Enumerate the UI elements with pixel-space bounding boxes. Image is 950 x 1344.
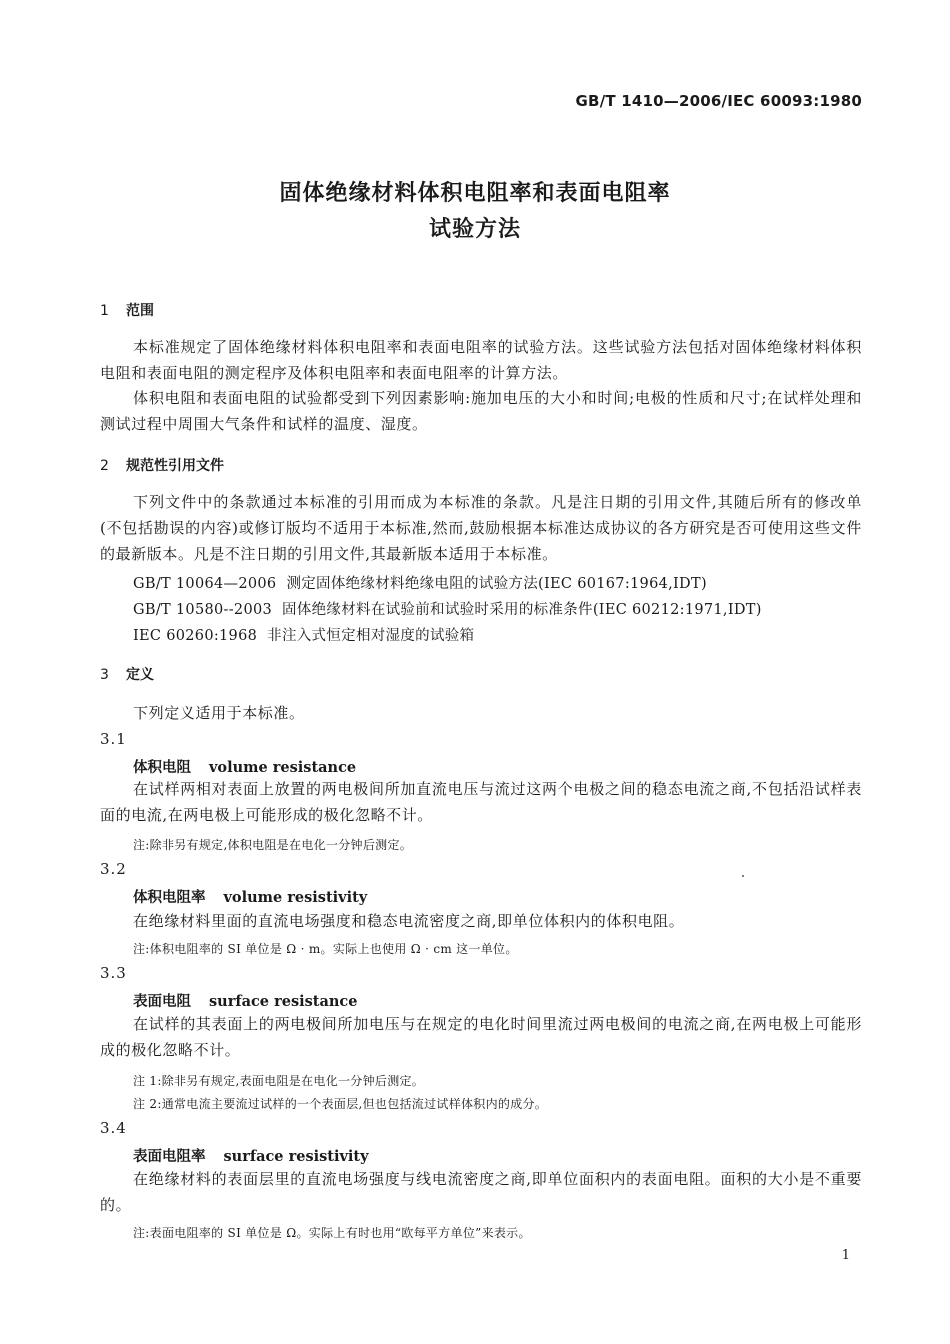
reference-code: GB/T 10064—2006 — [133, 576, 277, 592]
definition-note: 注:表面电阻率的 SI 单位是 Ω。实际上有时也用“欧每平方单位”来表示。 — [133, 1226, 531, 1240]
definition-text: 在绝缘材料里面的直流电场强度和稳态电流密度之商,即单位体积内的体积电阻。 — [133, 912, 685, 930]
section-1-heading — [100, 300, 154, 320]
section-2-heading — [100, 455, 224, 475]
definition-term — [133, 1145, 369, 1166]
document-title-line1: 固体绝缘材料体积电阻率和表面电阻率 — [279, 181, 671, 206]
term-chinese: 体积电阻率 — [133, 890, 206, 906]
reference-title: 非注入式恒定相对湿度的试验箱 — [267, 628, 475, 644]
standard-code: GB/T 1410—2006/IEC 60093:1980 — [575, 92, 862, 110]
section-number: 3 — [100, 667, 109, 683]
section-title: 定义 — [126, 667, 154, 683]
definition-text: 在试样的其表面上的两电极间所加电压与在规定的电化时间里流过两电极间的电流之商,在两电极上可能形成的极化忽略不计。 — [100, 1015, 862, 1059]
definition-term — [133, 886, 367, 907]
definition-number: 3.4 — [100, 1119, 127, 1137]
definition-text: 在试样两相对表面上放置的两电极间所加直流电压与流过这两个电极之间的稳态电流之商,不包括沿试样表面的电流,在两电极上可能形成的极化忽略不计。 — [100, 780, 862, 824]
term-english: surface resistivity — [223, 1148, 369, 1165]
section-title: 范围 — [126, 303, 154, 319]
section-1-paragraph-2: 体积电阻和表面电阻的试验都受到下列因素影响:施加电压的大小和时间;电极的性质和尺寸;在试样处理和测试过程中周围大气条件和试样的温度、湿度。 — [100, 389, 862, 433]
definition-number: 3.2 — [100, 860, 127, 878]
section-2-paragraph-1: 下列文件中的条款通过本标准的引用而成为本标准的条款。凡是注日期的引用文件,其随后所有的修改单(不包括勘误的内容)或修订版均不适用于本标准,然而,鼓励根据本标准达成协议的各方研究是否可使用这些文件的最新版本。凡是不注日期的引用文件,其最新版本适用于本标准。 — [100, 493, 862, 563]
reference-title: 测定固体绝缘材料绝缘电阻的试验方法(IEC 60167:1964,IDT) — [286, 576, 707, 592]
definition-number: 3.1 — [100, 730, 127, 748]
reference-item — [133, 598, 762, 619]
reference-item — [133, 572, 707, 593]
section-3-intro: 下列定义适用于本标准。 — [133, 704, 305, 722]
term-english: volume resistivity — [223, 889, 368, 906]
term-english: volume resistance — [209, 759, 357, 776]
document-title-line2: 试验方法 — [428, 217, 521, 242]
definition-number: 3.3 — [100, 964, 127, 982]
definition-term — [133, 990, 357, 1011]
scan-speck — [742, 875, 744, 877]
section-number: 2 — [100, 458, 109, 474]
reference-item — [133, 624, 474, 645]
term-chinese: 表面电阻 — [133, 994, 191, 1010]
definition-note: 注:除非另有规定,体积电阻是在电化一分钟后测定。 — [133, 838, 413, 852]
section-number: 1 — [100, 303, 109, 319]
definition-text: 在绝缘材料的表面层里的直流电场强度与线电流密度之商,即单位面积内的表面电阻。面积的大小是不重要的。 — [100, 1170, 862, 1214]
reference-code: IEC 60260:1968 — [133, 628, 258, 644]
definition-note: 注 2:通常电流主要流过试样的一个表面层,但也包括流过试样体积内的成分。 — [133, 1097, 548, 1111]
section-title: 规范性引用文件 — [126, 458, 224, 474]
definition-note: 注 1:除非另有规定,表面电阻是在电化一分钟后测定。 — [133, 1074, 425, 1088]
section-3-heading — [100, 664, 154, 684]
reference-title: 固体绝缘材料在试验前和试验时采用的标准条件(IEC 60212:1971,IDT) — [282, 602, 762, 618]
term-chinese: 表面电阻率 — [133, 1149, 206, 1165]
term-english: surface resistance — [209, 993, 358, 1010]
reference-code: GB/T 10580--2003 — [133, 602, 273, 618]
page-number: 1 — [841, 1248, 850, 1263]
definition-term — [133, 756, 356, 777]
term-chinese: 体积电阻 — [133, 760, 191, 776]
section-1-paragraph-1: 本标准规定了固体绝缘材料体积电阻率和表面电阻率的试验方法。这些试验方法包括对固体绝缘材料体积电阻和表面电阻的测定程序及体积电阻率和表面电阻率的计算方法。 — [100, 338, 862, 382]
definition-note: 注:体积电阻率的 SI 单位是 Ω · m。实际上也使用 Ω · cm 这一单位。 — [133, 942, 518, 956]
